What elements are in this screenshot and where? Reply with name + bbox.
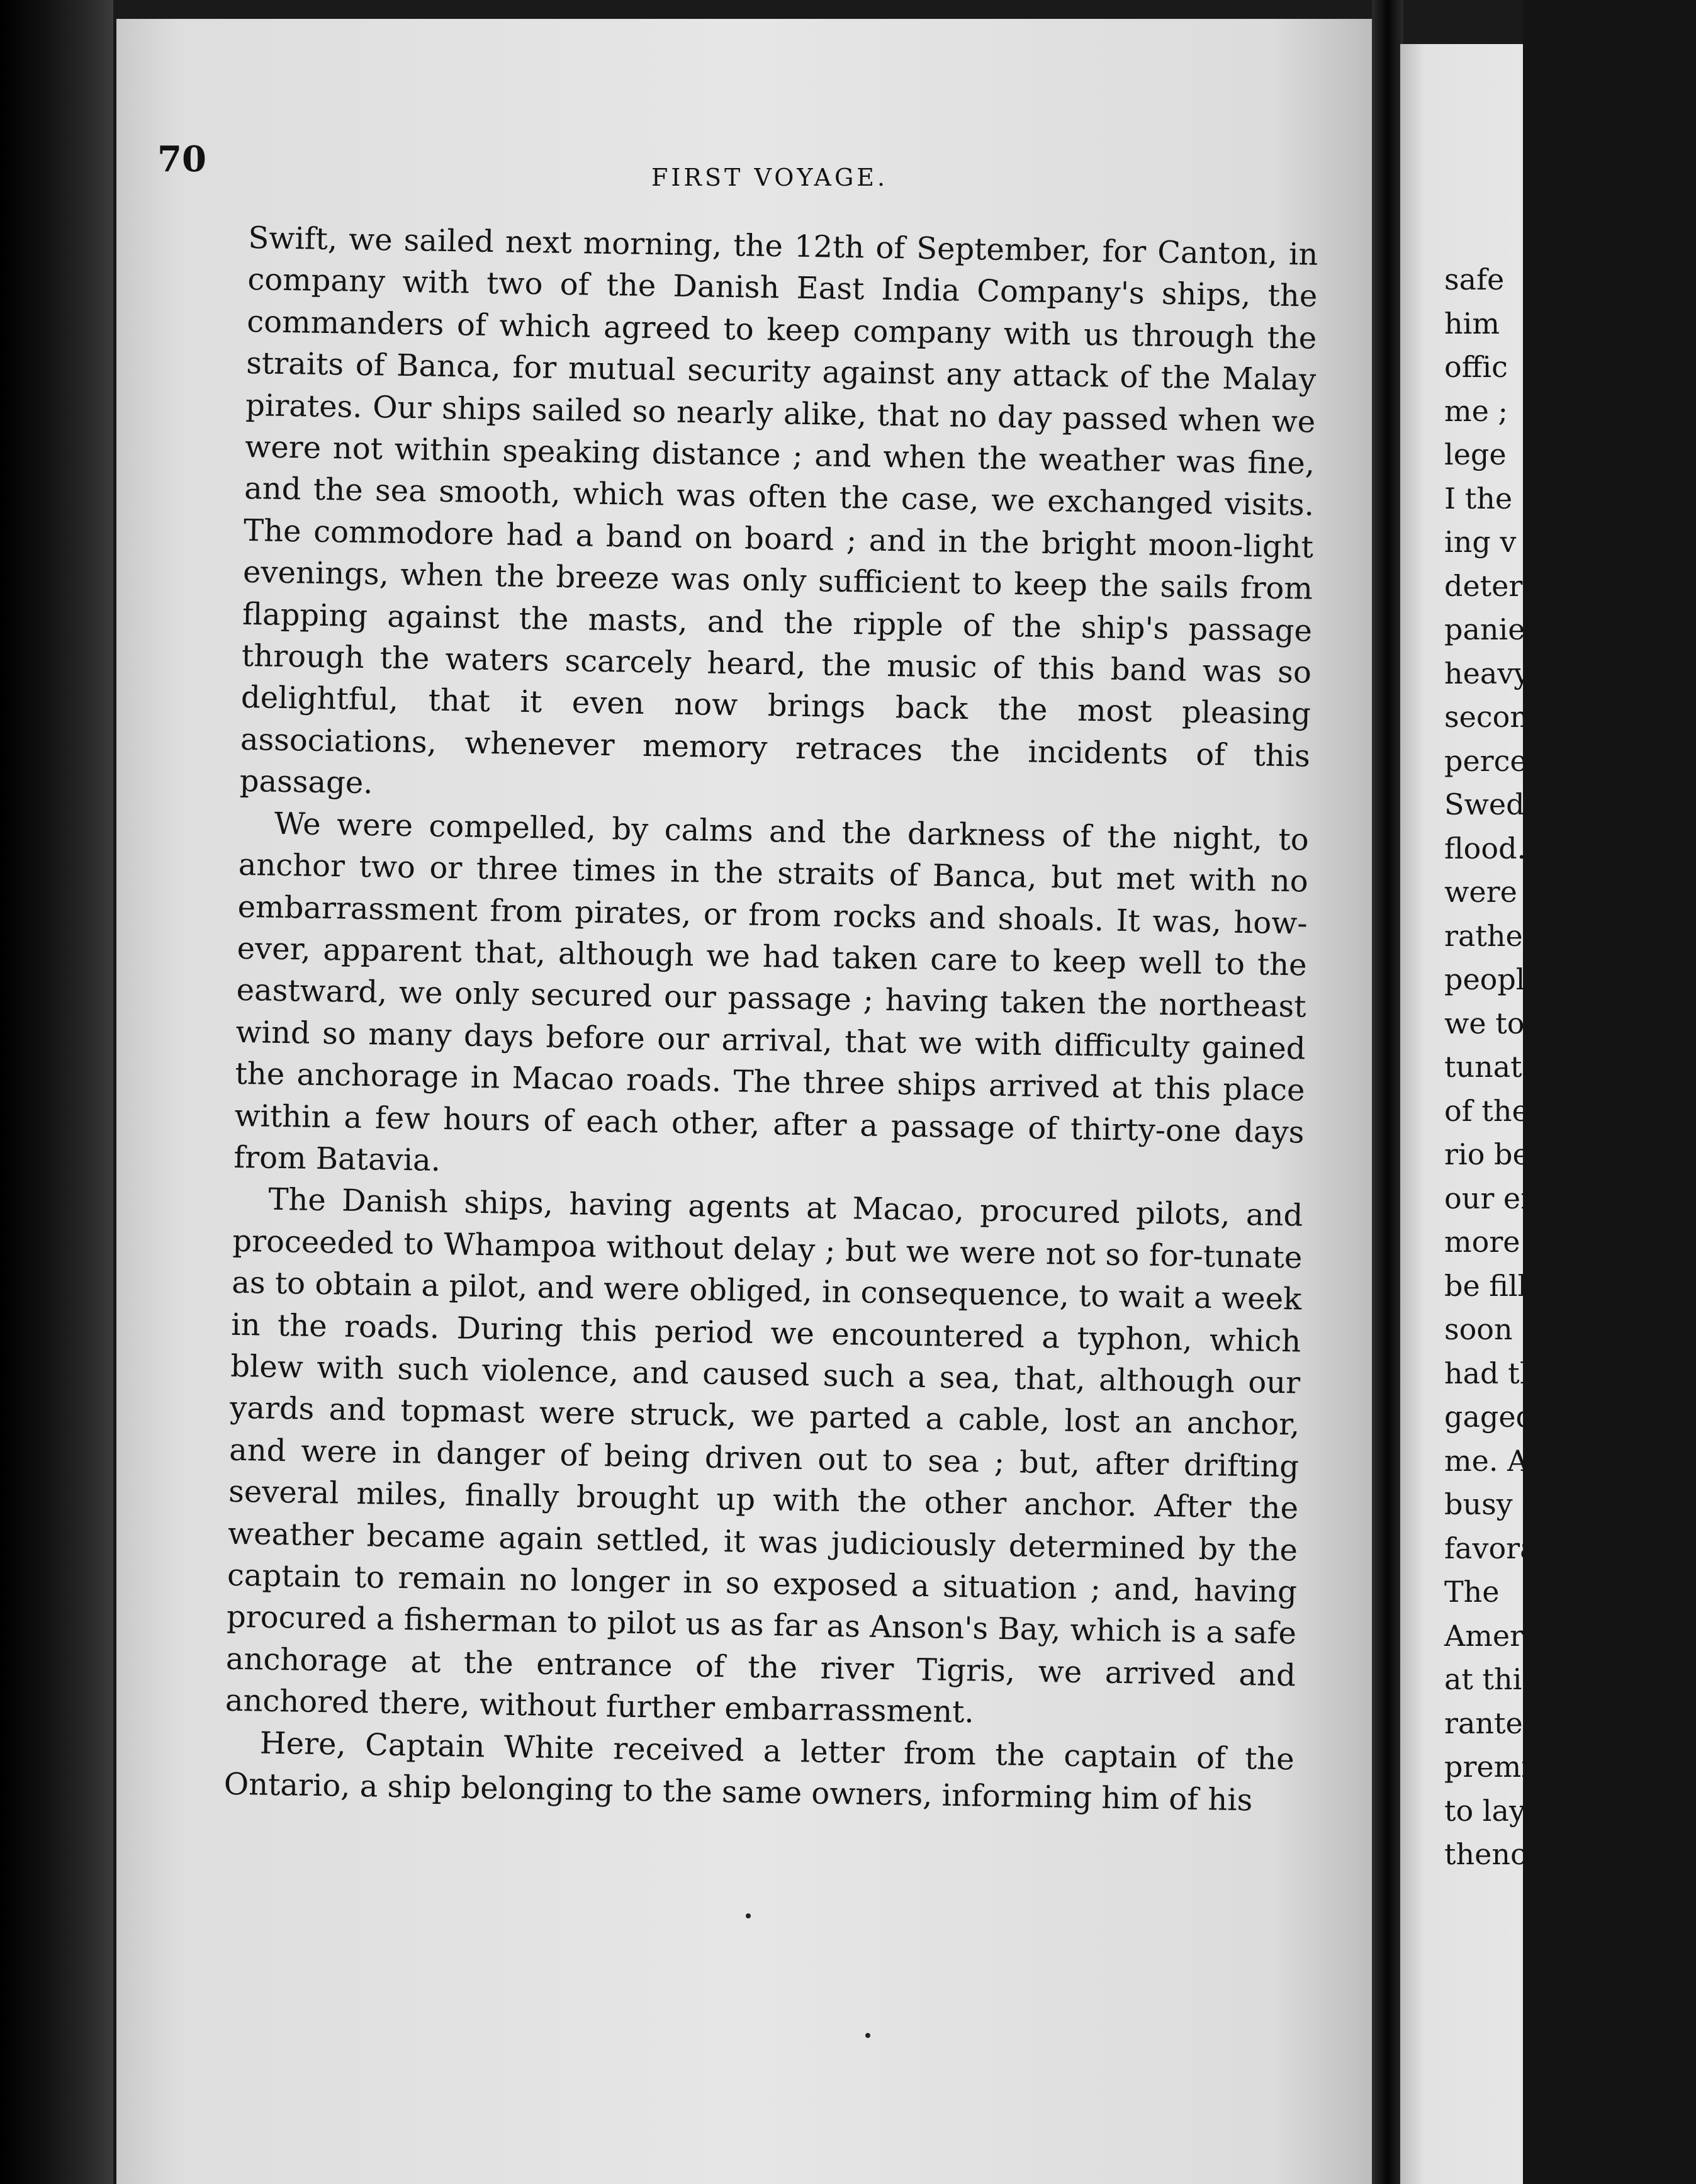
paragraph-2: We were compelled, by calms and the darkness of the night, to anchor two or three times in the straits of Banca, but met with no embarrassment from pirates, or from rocks and shoals. It was, how-ever, apparent that, although we had taken care to keep well to the eastward, we only secured our passage ; having taken the northeast wind so many days before our arrival, that we with difficulty gained the anchorage in Macao roads. The three ships arrived at this place within a few hours of each other, after a passage of thirty-one days from Batavia. [233,806,1310,1178]
facing-line: busy in [1444,1487,1550,1521]
facing-line: rather [1444,918,1537,953]
facing-line: ing v [1444,525,1517,559]
facing-line: of the [1444,1093,1529,1128]
facing-line: heavy [1444,656,1530,690]
facing-line: lege [1444,437,1507,471]
facing-line: I the [1444,481,1513,515]
facing-line: deter [1444,568,1523,603]
facing-line: favorab [1444,1531,1556,1565]
facing-line: me. A [1444,1443,1529,1478]
facing-line: had the [1444,1356,1556,1390]
paragraph-1: Swift, we sailed next morning, the 12th of September, for Canton, in company with two of the Danish East India Company's ships, the commanders of which agreed to keep company with us through the straits of Banca, for mutual security against any attack of the Malay pirates. Our ships sailed so nearly alike, that no day passed when we were not within speaking distance ; and when the weather was fine, and the sea smooth, which was often the case, we exchanged visits. The commodore had a band on board ; and in the bright moon-light evenings, when the breeze was only sufficient to keep the sails from flapping against the masts, and the ripple of the ship's passage through the waters scarcely heard, the music of this band was so delightful, that it even now brings back the most pleasing associations, whenever memory retraces the incidents of this passage. [239,220,1318,801]
facing-line: thence c [1444,1837,1570,1871]
facing-line: flood. [1444,831,1527,865]
facing-line: soon as [1444,1312,1554,1346]
facing-line: him [1444,306,1500,341]
facing-line: to lay in [1444,1793,1563,1828]
facing-line: tunate [1444,1050,1539,1084]
facing-line: Swed [1444,787,1525,821]
facing-page [1400,44,1577,2184]
facing-line: perce [1444,743,1527,778]
book-gutter [1372,0,1403,2184]
facing-line: me ; [1444,393,1508,428]
facing-line: ranted i [1444,1706,1560,1740]
facing-line: more a [1444,1225,1547,1259]
paragraph-4: Here, Captain White received a letter from the captain of the Ontario, a ship belonging to the same owners, informing him of his [223,1725,1295,1818]
facing-line: offic [1444,350,1508,384]
facing-line: premium [1444,1750,1577,1784]
book-spine-shadow [0,0,113,2184]
body-text [223,217,1318,1822]
paragraph-3: The Danish ships, having agents at Macao, procured pilots, and proceeded to Whampoa without delay ; but we were not so for-tunate as to obtain a pilot, and were obliged, in consequence, to wait a week in the roads. During this period we encountered a typhon, which blew with such violence, and caused such a sea, that, although our yards and topmast were struck, we parted a cable, lost an anchor, and were in danger of being driven out to sea ; but, after drifting several miles, finally brought up with the other anchor. After the weather became again settled, it was judiciously determined by the captain to remain no longer in so exposed a situation ; and, having procured a fisherman to pilot us as far as Anson's Bay, which is a safe anchorage at the entrance of the river Tigris, we arrived and anchored there, without further embarrassment. [225,1182,1303,1730]
facing-line: Americ [1444,1618,1549,1653]
running-head: FIRST VOYAGE. [651,164,889,191]
ink-speck [865,2033,870,2038]
facing-line: be fille [1444,1268,1544,1303]
facing-line: at this t [1444,1662,1558,1696]
facing-line: were [1444,875,1517,909]
facing-line: secon [1444,700,1529,734]
facing-line: our er [1444,1181,1535,1215]
ink-speck [746,1913,751,1918]
facing-line: panie [1444,612,1525,646]
page-number: 70 [157,138,206,180]
facing-page-text [1444,258,1696,1877]
facing-line: people [1444,962,1542,996]
facing-line: safe [1444,262,1505,296]
facing-line: we too [1444,1006,1542,1040]
facing-line: gaged [1444,1400,1534,1434]
facing-line: rio bef [1444,1137,1541,1171]
facing-line: The [1444,1575,1500,1609]
